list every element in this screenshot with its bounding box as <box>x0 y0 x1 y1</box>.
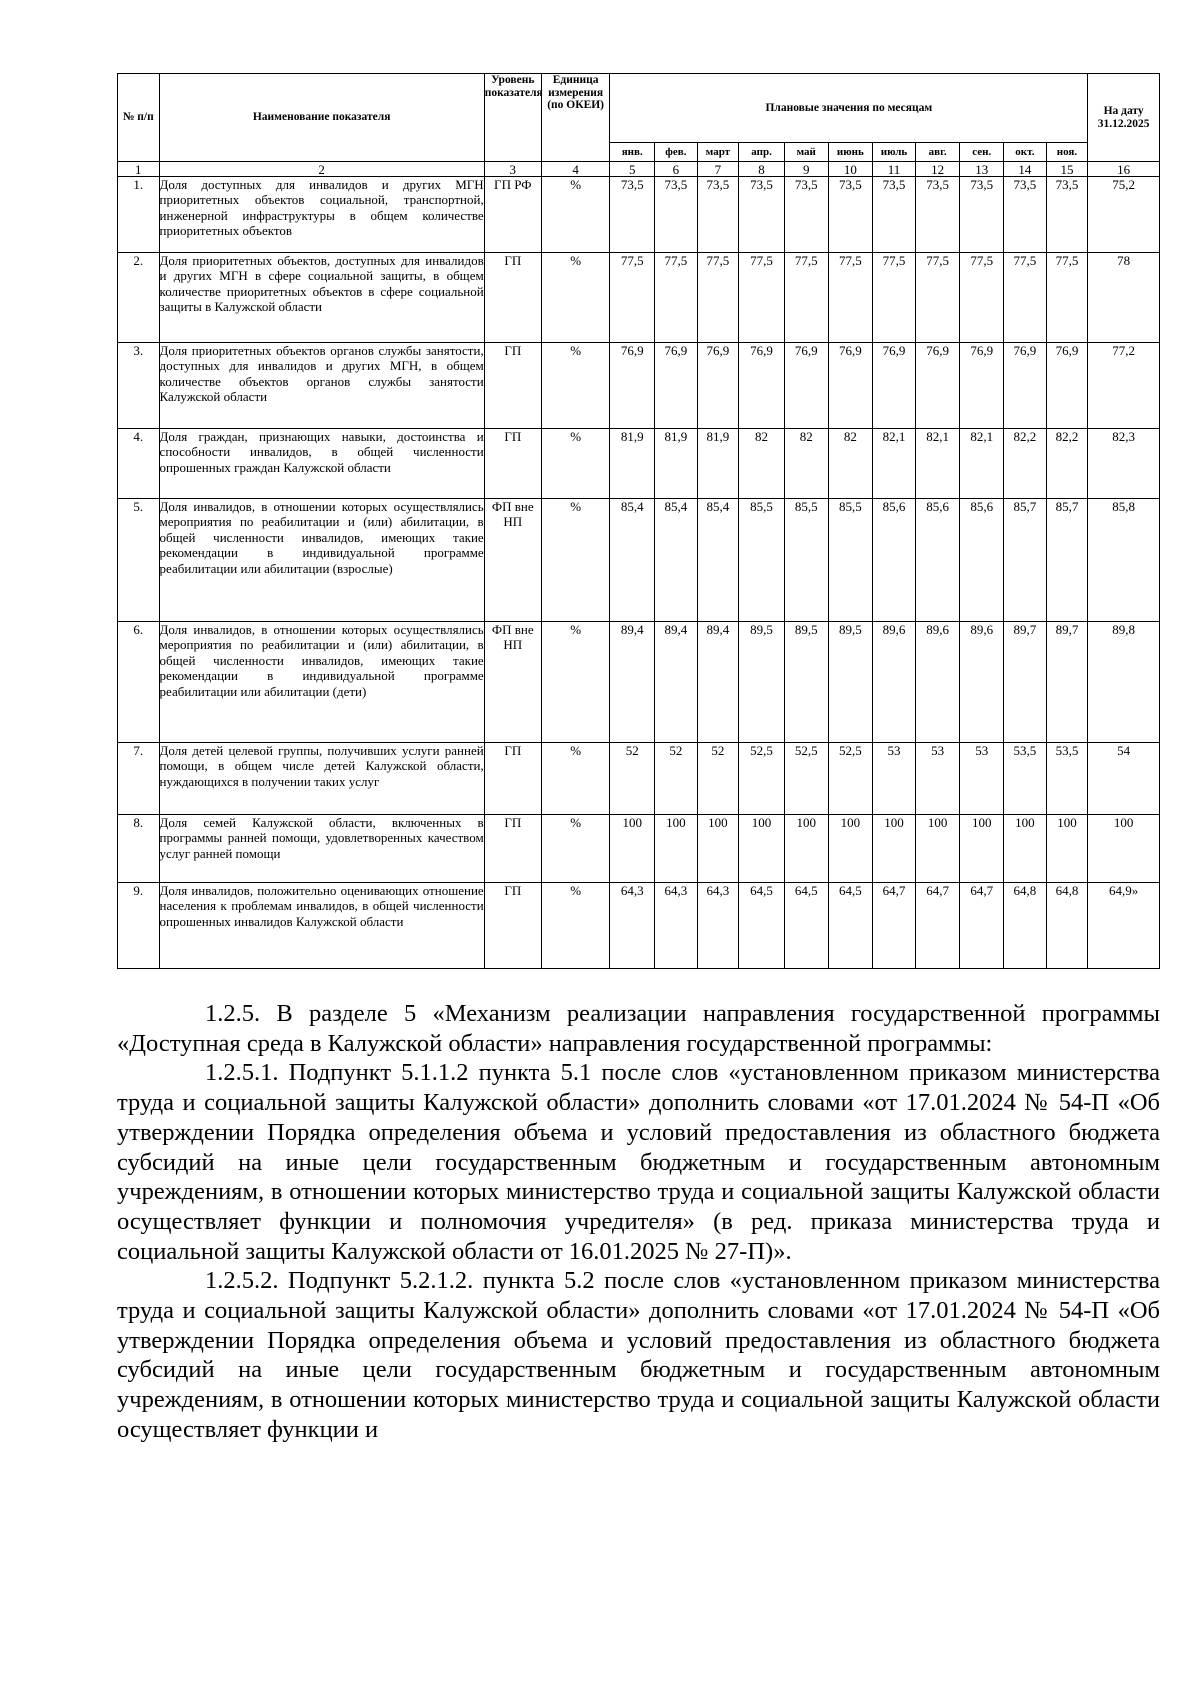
month-value: 77,5 <box>1004 253 1047 343</box>
indicator-unit: % <box>541 499 610 622</box>
month-value: 100 <box>1046 815 1088 883</box>
header-month: фев. <box>655 143 698 162</box>
paragraph-1-2-5-1: 1.2.5.1. Подпункт 5.1.1.2 пункта 5.1 после слов «установленном приказом министерства труда и социальной защиты Калужской области» дополнить словами «от 17.01.2024 № 54-П «Об утверждении Порядка определения объема и условий предоставления из областного бюджета субсидий на иные цели государственным бюджетным и государственным автономным учреждениям, в отношении которых министерство труда и социальной защиты Калужской области осуществляет функции и полномочия учредителя» (в ред. приказа министерства труда и социальной защиты Калужской области от 16.01.2025 № 27-П)». <box>117 1059 1160 1265</box>
indicator-unit: % <box>541 343 610 429</box>
indicator-name: Доля инвалидов, в отношении которых осуществлялись мероприятия по реабилитации и (или) абилитации, в общей численности инвалидов, имеющих такие рекомендации в индивидуальной программе реабилитации или абилитации (дети) <box>159 622 484 743</box>
target-value: 75,2 <box>1088 177 1160 253</box>
month-value: 64,3 <box>655 883 698 969</box>
paragraph-1-2-5-2: 1.2.5.2. Подпункт 5.2.1.2. пункта 5.2 после слов «установленном приказом министерства труда и социальной защиты Калужской области» дополнить словами «от 17.01.2024 № 54-П «Об утверждении Порядка определения объема и условий предоставления из областного бюджета субсидий на иные цели государственным бюджетным и государственным автономным учреждениям, в отношении которых министерство труда и социальной защиты Калужской области осуществляет функции и <box>117 1267 1160 1443</box>
paragraph-1-2-5: 1.2.5. В разделе 5 «Механизм реализации направления государственной программы «Доступная среда в Калужской области» направления государственной программы: <box>117 1000 1160 1057</box>
indicator-level: ГП <box>484 343 541 429</box>
table-row <box>118 622 1160 743</box>
month-value: 64,5 <box>828 883 873 969</box>
column-number-row <box>118 162 1160 177</box>
header-name: Наименование показателя <box>159 74 484 162</box>
header-month: окт. <box>1004 143 1047 162</box>
header-month: ноя. <box>1046 143 1088 162</box>
month-value: 64,7 <box>915 883 960 969</box>
indicator-unit: % <box>541 815 610 883</box>
month-value: 89,6 <box>873 622 916 743</box>
month-value: 82 <box>784 429 828 499</box>
target-value: 85,8 <box>1088 499 1160 622</box>
month-value: 82 <box>739 429 785 499</box>
header-num: № п/п <box>118 74 160 162</box>
indicator-name: Доля инвалидов, положительно оценивающих отношение населения к проблемам инвалидов, в общей численности опрошенных инвалидов Калужской области <box>159 883 484 969</box>
column-number: 15 <box>1046 162 1088 177</box>
month-value: 64,3 <box>697 883 739 969</box>
column-number: 9 <box>784 162 828 177</box>
header-level: Уровень показателя <box>484 74 541 162</box>
month-value: 73,5 <box>1046 177 1088 253</box>
indicator-level: ГП <box>484 883 541 969</box>
month-value: 85,4 <box>610 499 655 622</box>
column-number: 8 <box>739 162 785 177</box>
month-value: 100 <box>873 815 916 883</box>
column-number: 10 <box>828 162 873 177</box>
header-plan: Плановые значения по месяцам <box>610 74 1088 143</box>
column-number: 14 <box>1004 162 1047 177</box>
month-value: 85,7 <box>1004 499 1047 622</box>
month-value: 73,5 <box>828 177 873 253</box>
month-value: 81,9 <box>697 429 739 499</box>
month-value: 89,5 <box>784 622 828 743</box>
table-row <box>118 253 1160 343</box>
month-value: 85,7 <box>1046 499 1088 622</box>
month-value: 73,5 <box>739 177 785 253</box>
body-text <box>117 999 1160 1445</box>
row-number: 3. <box>118 343 160 429</box>
indicator-name: Доля инвалидов, в отношении которых осуществлялись мероприятия по реабилитации и (или) абилитации, в общей численности инвалидов, имеющих такие рекомендации в индивидуальной программе реабилитации или абилитации (взрослые) <box>159 499 484 622</box>
month-value: 82 <box>828 429 873 499</box>
month-value: 76,9 <box>1004 343 1047 429</box>
month-value: 77,5 <box>915 253 960 343</box>
header-month: янв. <box>610 143 655 162</box>
month-value: 85,5 <box>828 499 873 622</box>
month-value: 85,6 <box>960 499 1004 622</box>
month-value: 64,7 <box>960 883 1004 969</box>
month-value: 64,7 <box>873 883 916 969</box>
column-number: 3 <box>484 162 541 177</box>
month-value: 76,9 <box>655 343 698 429</box>
table-row <box>118 499 1160 622</box>
header-month: июнь <box>828 143 873 162</box>
month-value: 89,6 <box>915 622 960 743</box>
month-value: 100 <box>828 815 873 883</box>
month-value: 89,6 <box>960 622 1004 743</box>
month-value: 52,5 <box>828 743 873 815</box>
month-value: 53 <box>915 743 960 815</box>
indicator-level: ГП <box>484 253 541 343</box>
month-value: 77,5 <box>960 253 1004 343</box>
month-value: 89,7 <box>1046 622 1088 743</box>
month-value: 77,5 <box>697 253 739 343</box>
table-row <box>118 815 1160 883</box>
month-value: 52 <box>610 743 655 815</box>
table-row <box>118 429 1160 499</box>
row-number: 2. <box>118 253 160 343</box>
month-value: 82,1 <box>915 429 960 499</box>
month-value: 64,8 <box>1046 883 1088 969</box>
month-value: 81,9 <box>655 429 698 499</box>
table-body <box>118 177 1160 969</box>
month-value: 76,9 <box>873 343 916 429</box>
month-value: 76,9 <box>739 343 785 429</box>
indicator-name: Доля приоритетных объектов, доступных для инвалидов и других МГН в сфере социальной защиты, в общем количестве приоритетных объектов в сфере социальной защиты в Калужской области <box>159 253 484 343</box>
row-number: 5. <box>118 499 160 622</box>
header-month: сен. <box>960 143 1004 162</box>
table-row <box>118 177 1160 253</box>
month-value: 76,9 <box>1046 343 1088 429</box>
target-value: 100 <box>1088 815 1160 883</box>
month-value: 73,5 <box>873 177 916 253</box>
month-value: 64,3 <box>610 883 655 969</box>
column-number: 13 <box>960 162 1004 177</box>
month-value: 64,8 <box>1004 883 1047 969</box>
header-month: май <box>784 143 828 162</box>
header-month: авг. <box>915 143 960 162</box>
month-value: 76,9 <box>697 343 739 429</box>
month-value: 73,5 <box>1004 177 1047 253</box>
month-value: 53 <box>873 743 916 815</box>
target-value: 54 <box>1088 743 1160 815</box>
column-number: 1 <box>118 162 160 177</box>
header-unit: Единица измерения (по ОКЕИ) <box>541 74 610 162</box>
month-value: 82,2 <box>1046 429 1088 499</box>
month-value: 73,5 <box>697 177 739 253</box>
target-value: 64,9» <box>1088 883 1160 969</box>
column-number: 2 <box>159 162 484 177</box>
column-number: 4 <box>541 162 610 177</box>
indicator-level: ГП <box>484 743 541 815</box>
month-value: 52 <box>697 743 739 815</box>
month-value: 82,1 <box>873 429 916 499</box>
month-value: 76,9 <box>915 343 960 429</box>
month-value: 73,5 <box>784 177 828 253</box>
month-value: 76,9 <box>610 343 655 429</box>
indicator-name: Доля доступных для инвалидов и других МГН приоритетных объектов социальной, транспортной, инженерной инфраструктуры в общем количестве приоритетных объектов <box>159 177 484 253</box>
month-value: 52,5 <box>784 743 828 815</box>
header-month: июль <box>873 143 916 162</box>
month-value: 89,4 <box>610 622 655 743</box>
month-value: 77,5 <box>784 253 828 343</box>
month-value: 100 <box>697 815 739 883</box>
indicator-level: ФП вне НП <box>484 499 541 622</box>
column-number: 16 <box>1088 162 1160 177</box>
month-value: 89,4 <box>697 622 739 743</box>
month-value: 76,9 <box>960 343 1004 429</box>
header-month: апр. <box>739 143 785 162</box>
month-value: 100 <box>960 815 1004 883</box>
indicators-table <box>117 73 1160 969</box>
target-value: 82,3 <box>1088 429 1160 499</box>
month-value: 85,6 <box>873 499 916 622</box>
month-value: 89,7 <box>1004 622 1047 743</box>
month-value: 73,5 <box>655 177 698 253</box>
indicator-unit: % <box>541 883 610 969</box>
header-month: март <box>697 143 739 162</box>
column-number: 7 <box>697 162 739 177</box>
month-value: 53,5 <box>1046 743 1088 815</box>
month-value: 73,5 <box>610 177 655 253</box>
month-value: 100 <box>784 815 828 883</box>
row-number: 1. <box>118 177 160 253</box>
indicator-unit: % <box>541 253 610 343</box>
column-number: 12 <box>915 162 960 177</box>
month-value: 82,2 <box>1004 429 1047 499</box>
indicator-name: Доля семей Калужской области, включенных в программы ранней помощи, удовлетворенных качеством услуг ранней помощи <box>159 815 484 883</box>
indicator-name: Доля приоритетных объектов органов службы занятости, доступных для инвалидов и других МГН, в общем количестве объектов органов службы занятости Калужской области <box>159 343 484 429</box>
column-number: 11 <box>873 162 916 177</box>
month-value: 77,5 <box>828 253 873 343</box>
month-value: 52,5 <box>739 743 785 815</box>
month-value: 53,5 <box>1004 743 1047 815</box>
indicator-name: Доля детей целевой группы, получивших услуги ранней помощи, в общем числе детей Калужской области, нуждающихся в получении таких услуг <box>159 743 484 815</box>
month-value: 76,9 <box>828 343 873 429</box>
column-number: 6 <box>655 162 698 177</box>
target-value: 77,2 <box>1088 343 1160 429</box>
header-row-1 <box>118 74 1160 143</box>
month-value: 85,4 <box>697 499 739 622</box>
month-value: 52 <box>655 743 698 815</box>
indicator-unit: % <box>541 743 610 815</box>
month-value: 77,5 <box>873 253 916 343</box>
table-row <box>118 343 1160 429</box>
month-value: 64,5 <box>739 883 785 969</box>
month-value: 73,5 <box>915 177 960 253</box>
month-value: 64,5 <box>784 883 828 969</box>
row-number: 9. <box>118 883 160 969</box>
month-value: 89,4 <box>655 622 698 743</box>
indicator-name: Доля граждан, признающих навыки, достоинства и способности инвалидов, в общей численности опрошенных граждан Калужской области <box>159 429 484 499</box>
row-number: 8. <box>118 815 160 883</box>
month-value: 85,4 <box>655 499 698 622</box>
month-value: 77,5 <box>739 253 785 343</box>
row-number: 4. <box>118 429 160 499</box>
month-value: 76,9 <box>784 343 828 429</box>
month-value: 100 <box>1004 815 1047 883</box>
month-value: 100 <box>739 815 785 883</box>
month-value: 85,5 <box>784 499 828 622</box>
header-date: На дату 31.12.2025 <box>1088 74 1160 162</box>
indicator-unit: % <box>541 429 610 499</box>
month-value: 77,5 <box>610 253 655 343</box>
month-value: 100 <box>915 815 960 883</box>
target-value: 89,8 <box>1088 622 1160 743</box>
month-value: 100 <box>610 815 655 883</box>
indicator-level: ФП вне НП <box>484 622 541 743</box>
indicator-level: ГП РФ <box>484 177 541 253</box>
indicator-level: ГП <box>484 429 541 499</box>
month-value: 77,5 <box>655 253 698 343</box>
target-value: 78 <box>1088 253 1160 343</box>
indicator-unit: % <box>541 177 610 253</box>
month-value: 77,5 <box>1046 253 1088 343</box>
row-number: 7. <box>118 743 160 815</box>
column-number: 5 <box>610 162 655 177</box>
month-value: 85,6 <box>915 499 960 622</box>
month-value: 53 <box>960 743 1004 815</box>
table-row <box>118 743 1160 815</box>
table-row <box>118 883 1160 969</box>
indicator-unit: % <box>541 622 610 743</box>
month-value: 85,5 <box>739 499 785 622</box>
month-value: 82,1 <box>960 429 1004 499</box>
month-value: 89,5 <box>828 622 873 743</box>
month-value: 73,5 <box>960 177 1004 253</box>
month-value: 89,5 <box>739 622 785 743</box>
month-value: 81,9 <box>610 429 655 499</box>
month-value: 100 <box>655 815 698 883</box>
row-number: 6. <box>118 622 160 743</box>
indicator-level: ГП <box>484 815 541 883</box>
